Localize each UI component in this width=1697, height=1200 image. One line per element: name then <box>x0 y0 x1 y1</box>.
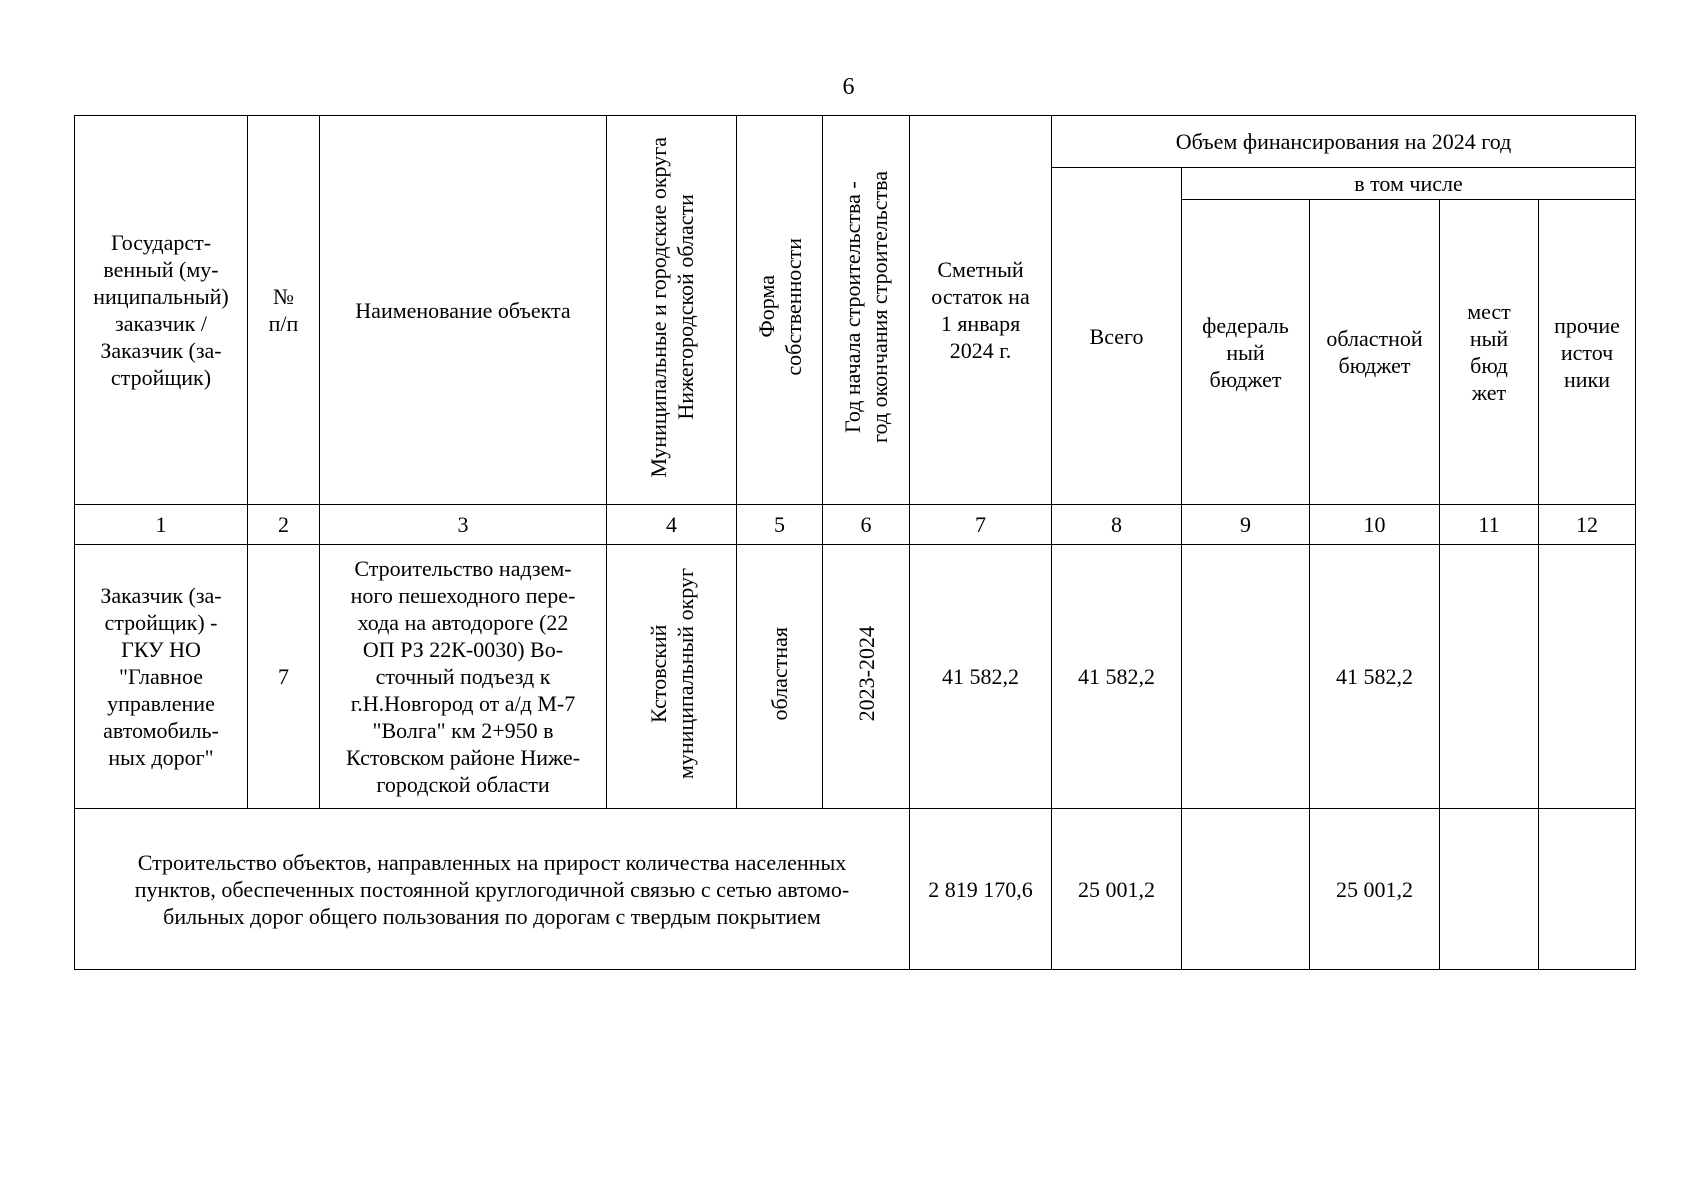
header-object-name: Наименование объекта <box>320 116 607 505</box>
header-estimate-balance: Сметный остаток на 1 января 2024 г. <box>910 116 1052 505</box>
row-years-text: 2023-2024 <box>853 625 879 722</box>
row-ownership-text: областная <box>767 626 792 721</box>
row-regional: 41 582,2 <box>1310 545 1440 809</box>
summary-other <box>1539 809 1636 970</box>
column-number: 2 <box>248 505 320 545</box>
header-including: в том числе <box>1182 168 1636 200</box>
row-ownership <box>737 545 823 809</box>
summary-total: 25 001,2 <box>1052 809 1182 970</box>
header-other: прочие источ ники <box>1539 200 1636 505</box>
header-years-text: Год начала строительства - год окончания строительства <box>840 171 892 443</box>
header-federal: федераль ный бюджет <box>1182 200 1310 505</box>
header-municipality <box>607 116 737 505</box>
page-number: 6 <box>842 74 855 100</box>
summary-local <box>1440 809 1539 970</box>
row-municipality-text: Кстовский муниципальный округ <box>645 567 698 779</box>
header-number: № п/п <box>248 116 320 505</box>
header-ownership-text: Форма собственности <box>753 238 806 376</box>
row-number: 7 <box>248 545 320 809</box>
header-municipality-text: Муниципальные и городские округа Нижегородской области <box>645 136 698 478</box>
column-number: 1 <box>75 505 248 545</box>
header-local: мест ный бюд жет <box>1440 200 1539 505</box>
column-number: 8 <box>1052 505 1182 545</box>
column-number: 6 <box>823 505 910 545</box>
header-customer: Государст- венный (му- ниципальный) заказчик / Заказчик (за- стройщик) <box>75 116 248 505</box>
column-number: 5 <box>737 505 823 545</box>
header-years <box>823 116 910 505</box>
row-municipality <box>607 545 737 809</box>
row-other <box>1539 545 1636 809</box>
summary-federal <box>1182 809 1310 970</box>
column-numbers-row <box>75 505 1636 545</box>
row-object-name: Строительство надзем- ного пешеходного пере- хода на автодороге (22 ОП РЗ 22К-0030) Во- сточный подъезд к г.Н.Новгород от а/д М-7 "Волга" км 2+950 в Кстовском районе Ниже- городской области <box>320 545 607 809</box>
column-number: 9 <box>1182 505 1310 545</box>
column-number: 12 <box>1539 505 1636 545</box>
header-funding-volume: Объем финансирования на 2024 год <box>1052 116 1636 168</box>
row-years <box>823 545 910 809</box>
financing-table <box>74 115 1636 970</box>
column-number: 3 <box>320 505 607 545</box>
column-number: 4 <box>607 505 737 545</box>
header-total: Всего <box>1052 168 1182 505</box>
summary-row <box>75 809 1636 970</box>
row-customer: Заказчик (за- стройщик) - ГКУ НО "Главное управление автомобиль- ных дорог" <box>75 545 248 809</box>
summary-regional: 25 001,2 <box>1310 809 1440 970</box>
header-ownership <box>737 116 823 505</box>
column-number: 7 <box>910 505 1052 545</box>
column-number: 11 <box>1440 505 1539 545</box>
summary-estimate-balance: 2 819 170,6 <box>910 809 1052 970</box>
row-total: 41 582,2 <box>1052 545 1182 809</box>
summary-label: Строительство объектов, направленных на прирост количества населенных пунктов, обеспеченных постоянной круглогодичной связью с сетью автомо- бильных дорог общего пользования по дорогам с твердым покрытием <box>75 809 910 970</box>
row-local <box>1440 545 1539 809</box>
column-number: 10 <box>1310 505 1440 545</box>
table-row <box>75 545 1636 809</box>
row-federal <box>1182 545 1310 809</box>
header-regional: областной бюджет <box>1310 200 1440 505</box>
row-estimate-balance: 41 582,2 <box>910 545 1052 809</box>
